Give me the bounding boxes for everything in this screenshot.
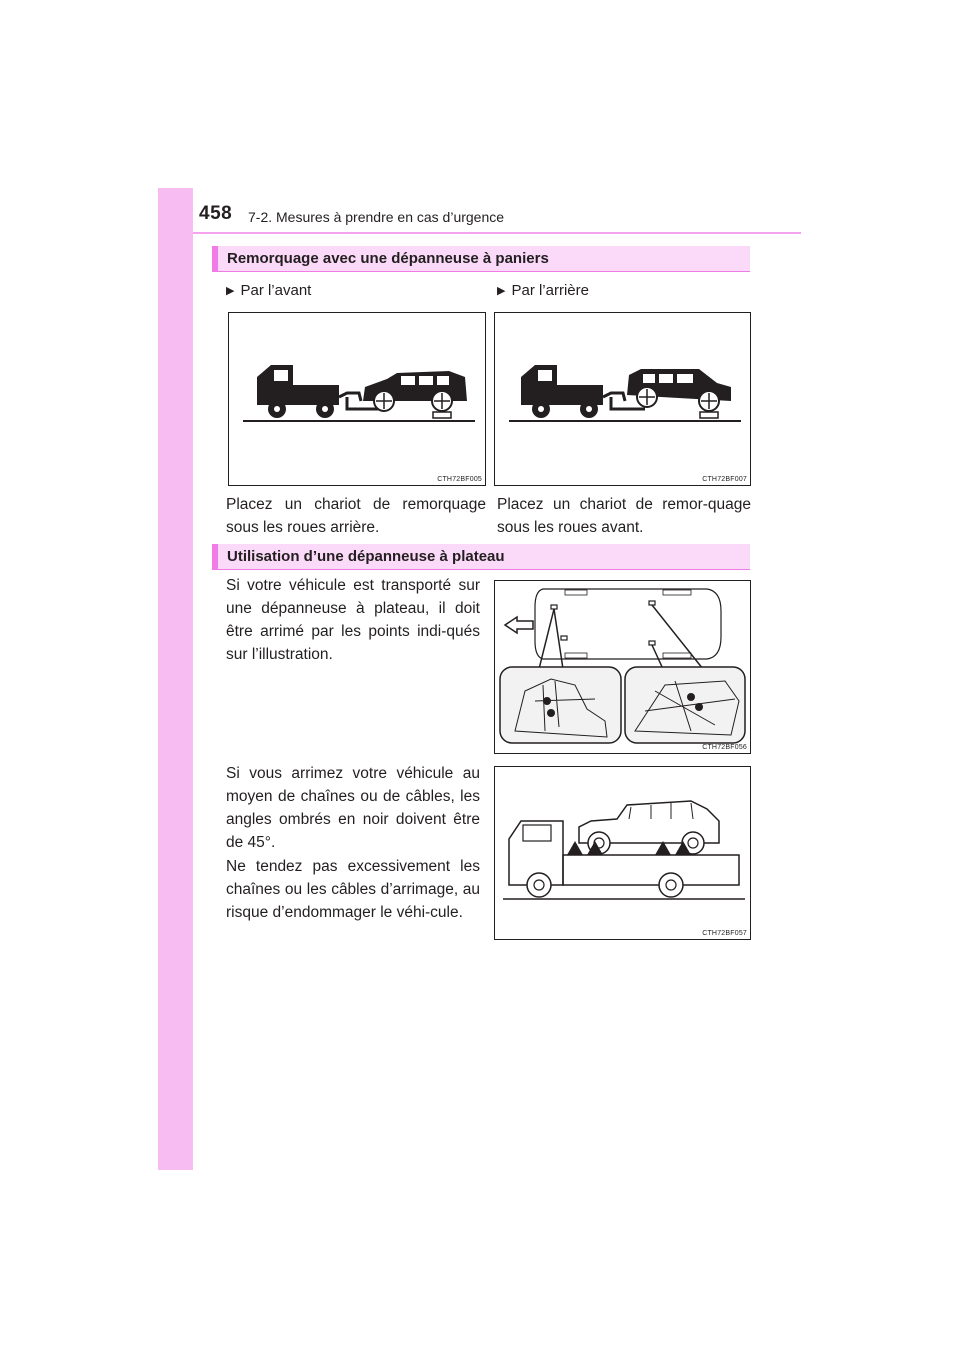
section-heading-flatbed: Utilisation d’une dépanneuse à plateau (212, 544, 750, 570)
section-heading-wheel-lift: Remorquage avec une dépanneuse à paniers (212, 246, 750, 272)
section-title: 7-2. Mesures à prendre en cas d’urgence (248, 209, 505, 225)
tow-truck-rear-illustration (495, 313, 750, 485)
bullet-triangle-icon: ▶ (226, 285, 235, 297)
figure-tow-from-rear (494, 312, 751, 486)
paragraph-front-dolly: Placez un chariot de remorquage sous les roues arrière. (226, 496, 486, 536)
figure-code: CTH72BF007 (702, 476, 747, 483)
flatbed-truck-illustration (495, 767, 750, 939)
paragraph-tension-warning: Ne tendez pas excessivement les chaînes ou les câbles d’arrimage, au risque d’endommager le véhi-cule. (226, 858, 480, 921)
figure-tow-from-front (228, 312, 486, 486)
figure-flatbed-truck (494, 766, 751, 940)
figure-code: CTH72BF056 (702, 744, 747, 751)
header-rule (193, 232, 801, 234)
figure-tie-down-points (494, 580, 751, 754)
bullet-label: Par l’avant (240, 282, 312, 299)
tie-down-points-illustration (495, 581, 750, 753)
page-number: 458 (199, 203, 233, 224)
bullet-from-rear (497, 282, 589, 299)
figure-code: CTH72BF005 (437, 476, 482, 483)
paragraph-chain-angle: Si vous arrimez votre véhicule au moyen de chaînes ou de câbles, les angles ombrés en noir doivent être de 45°. (226, 765, 480, 851)
bullet-label: Par l’arrière (511, 282, 589, 299)
tow-truck-front-illustration (229, 313, 485, 485)
figure-code: CTH72BF057 (702, 930, 747, 937)
paragraph-rear-dolly: Placez un chariot de remor-quage sous les roues avant. (497, 496, 751, 536)
bullet-from-front (226, 282, 311, 299)
paragraph-flatbed-intro: Si votre véhicule est transporté sur une dépanneuse à plateau, il doit être arrimé par les points indi-qués sur l’illustration. (226, 577, 480, 663)
side-tab (158, 188, 193, 1170)
bullet-triangle-icon: ▶ (497, 285, 506, 297)
